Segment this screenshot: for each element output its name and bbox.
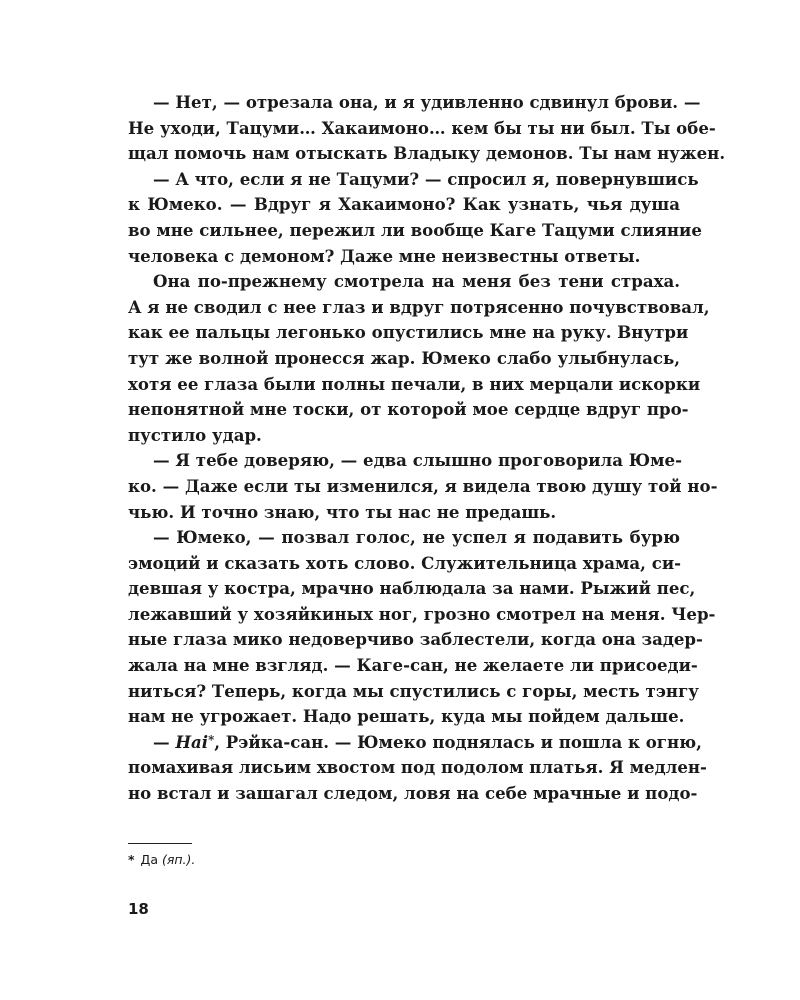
text-line: ко. — Даже если ты изменился, я видела твою душу той но- bbox=[128, 475, 718, 496]
text-line: А я не сводил с нее глаз и вдруг потрясенно почувствовал, bbox=[128, 296, 710, 317]
text-line: Не уходи, Тацуми… Хакаимоно… кем бы ты ни был. Ты обе- bbox=[128, 117, 716, 138]
text-line: во мне сильнее, пережил ли вообще Каге Тацуми слияние bbox=[128, 219, 702, 240]
footnote-text: Да bbox=[140, 852, 162, 867]
footnote-divider bbox=[128, 843, 192, 844]
text-line: нам не угрожает. Надо решать, куда мы пойдем дальше. bbox=[128, 706, 685, 727]
text-line: ниться? Теперь, когда мы спустились с горы, месть тэнгу bbox=[128, 680, 699, 701]
text-line: помахивая лисьим хвостом под подолом платья. Я медлен- bbox=[128, 757, 707, 778]
text-line: Она по-прежнему смотрела на меня без тени страха. bbox=[153, 271, 680, 292]
text-line: — А что, если я не Тацуми? — спросил я, повернувшись bbox=[153, 168, 699, 189]
text-line: пустило удар. bbox=[128, 424, 262, 445]
body-text bbox=[128, 90, 726, 807]
text-line: тут же волной пронесся жар. Юмеко слабо улыбнулась, bbox=[128, 347, 680, 368]
text-line: эмоций и сказать хоть слово. Служительница храма, си- bbox=[128, 552, 682, 573]
text-line: щал помочь нам отыскать Владыку демонов. Ты нам нужен. bbox=[128, 143, 726, 164]
text-line: человека с демоном? Даже мне неизвестны ответы. bbox=[128, 245, 641, 266]
text-line: лежавший у хозяйкиных ног, грозно смотрел на меня. Чер- bbox=[128, 603, 716, 624]
text-line: чью. И точно знаю, что ты нас не предашь. bbox=[128, 501, 557, 522]
footnote-language: (яп.). bbox=[161, 852, 196, 867]
text-line: но встал и зашагал следом, ловя на себе мрачные и подо- bbox=[128, 783, 698, 804]
text-line: — Нет, — отрезала она, и я удивленно сдвинул брови. — bbox=[153, 92, 701, 112]
text-line: как ее пальцы легонько опустились мне на руку. Внутри bbox=[128, 322, 689, 343]
footnote-mark: * bbox=[128, 852, 135, 867]
text-line: — Юмеко, — позвал голос, не успел я подавить бурю bbox=[153, 527, 680, 548]
text-line: — Я тебе доверяю, — едва слышно проговорила Юме- bbox=[153, 450, 682, 471]
text-line: хотя ее глаза были полны печали, в них мерцали искорки bbox=[128, 373, 701, 394]
text-line bbox=[128, 730, 702, 756]
dash: — bbox=[153, 731, 176, 752]
text-line: жала на мне взгляд. — Каге-сан, не желаете ли присоеди- bbox=[128, 655, 698, 676]
text-line: девшая у костра, мрачно наблюдала за нами. Рыжий пес, bbox=[128, 578, 696, 599]
italic-word: Hai bbox=[175, 731, 209, 752]
text-line: непонятной мне тоски, от которой мое сердце вдруг про- bbox=[128, 399, 689, 420]
page-number: 18 bbox=[128, 900, 149, 918]
text-line: к Юмеко. — Вдруг я Хакаимоно? Как узнать, чья душа bbox=[128, 194, 680, 215]
text-line: ные глаза мико недоверчиво заблестели, когда она задер- bbox=[128, 629, 703, 650]
footnote bbox=[128, 852, 195, 867]
footnote-reference[interactable]: * bbox=[208, 732, 215, 747]
line-rest: , Рэйка-сан. — Юмеко поднялась и пошла к огню, bbox=[214, 731, 702, 752]
